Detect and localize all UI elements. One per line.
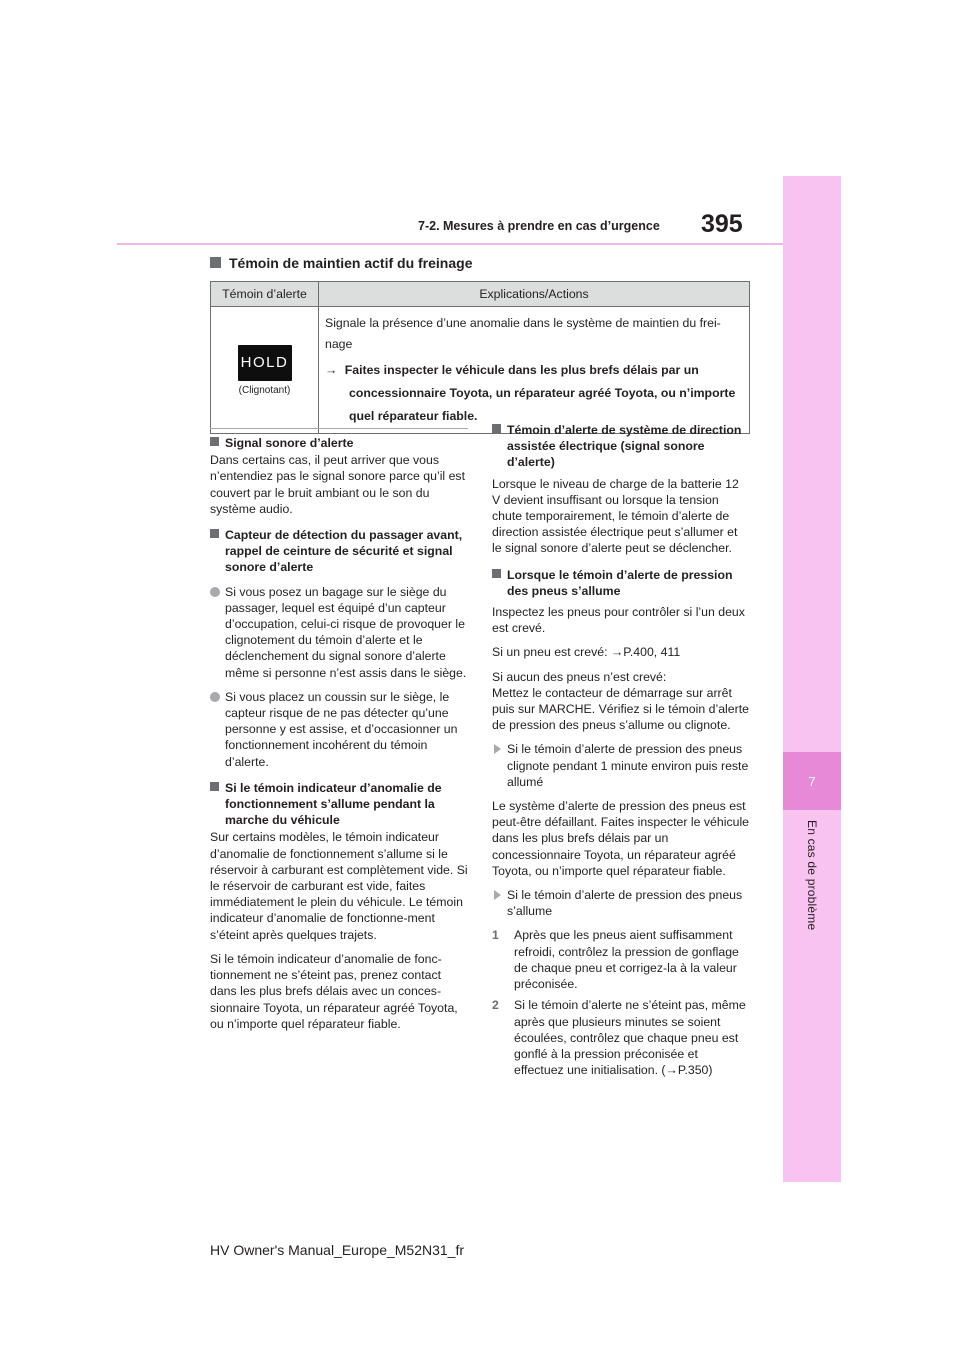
heading-square-icon: [210, 257, 221, 268]
square-bullet-icon: [492, 424, 501, 433]
section-text: Le système d’alerte de pression des pneus est peut-être défaillant. Faites inspecter le véhicule dans les plus brefs délais par un concessionnaire Toyota, un réparateur agréé Toyota, ou n’importe quel réparateur fiable.: [492, 799, 750, 878]
square-bullet-icon: [210, 782, 219, 791]
section-tire-pressure: [492, 567, 750, 1079]
triangle-bullet-icon: [494, 744, 501, 754]
section-title-tire-pressure: Lorsque le témoin d’alerte de pression des pneus s’allume: [492, 567, 750, 599]
warning-table: [210, 281, 750, 434]
condition-item: Si le témoin d’alerte de pression des pneus clignote pendant 1 minute environ puis reste allumé: [492, 741, 750, 790]
triangle-bullet-icon: [494, 890, 501, 900]
step-item: 2 Si le témoin d’alerte ne s’éteint pas, même après que plusieurs minutes se soient écoulées, contrôlez que chaque pneu est gonflé à la pression préconisée et effectuez une initialisation. (→P.350): [492, 998, 746, 1078]
arrow-icon: →: [325, 363, 338, 377]
main-heading: [210, 255, 472, 271]
table-header-explanations: Explications/Actions: [319, 282, 750, 307]
square-bullet-icon: [210, 437, 219, 446]
action-line-3: quel réparateur fiable.: [349, 409, 478, 423]
indicator-cell: [211, 307, 319, 434]
square-bullet-icon: [492, 569, 501, 578]
chapter-side-tab: [783, 176, 841, 1182]
header-rule: [117, 243, 783, 245]
section-power-steering: [492, 422, 750, 557]
page-number: 395: [701, 210, 743, 238]
explanation-line-1: Signale la présence d’une anomalie dans le système de maintien du frei-: [325, 316, 721, 330]
action-line-2: concessionnaire Toyota, un réparateur agréé Toyota, ou n’importe: [349, 386, 736, 400]
section-text: Si un pneu est crevé: →P.400, 411: [492, 645, 681, 660]
circle-bullet-icon: [210, 692, 220, 702]
section-title-malfunction: Si le témoin indicateur d’anomalie de fonctionnement s’allume pendant la marche du véhicule: [210, 780, 468, 829]
chapter-number: 7: [783, 752, 841, 810]
column-divider: [210, 428, 468, 429]
main-heading-text: Témoin de maintien actif du freinage: [229, 255, 473, 271]
icon-caption: (Clignotant): [238, 384, 291, 396]
section-text: Lorsque le niveau de charge de la batterie 12 V devient insuffisant ou lorsque la tension chute temporairement, le témoin d’alerte de direction assistée électrique peut s’allumer et le signal sonore d’alerte peut se déclencher.: [492, 476, 739, 556]
section-malfunction-indicator: [210, 780, 468, 1032]
explanation-cell: [319, 307, 750, 434]
section-passenger-sensor: [210, 527, 468, 770]
footer-manual-id: HV Owner's Manual_Europe_M52N31_fr: [210, 1242, 465, 1258]
list-item: Si vous posez un bagage sur le siège du passager, lequel est équipé d’un capteur d’occupation, celui-ci risque de provoquer le clignotement du témoin d’alerte et le déclenchement du signal sonore d’alerte même si personne n’est assis dans le siège.: [210, 584, 468, 681]
step-number: 2: [492, 998, 499, 1013]
condition-item: Si le témoin d’alerte de pression des pneus s’allume: [492, 887, 750, 919]
square-bullet-icon: [210, 529, 219, 538]
section-text: Si le témoin indicateur d’anomalie de fonc-tionnement ne s’éteint pas, prenez contact dans les plus brefs délais avec un conces-sionnaire Toyota, un réparateur agréé Toyota, ou n’importe quel réparateur fiable.: [210, 951, 458, 1031]
section-title-passenger-sensor: Capteur de détection du passager avant, rappel de ceinture de sécurité et signal sonore d’alerte: [210, 527, 468, 576]
section-title: 7-2. Mesures à prendre en cas d’urgence: [418, 219, 660, 233]
left-column: [210, 435, 468, 1042]
list-item: Si vous placez un coussin sur le siège, le capteur risque de ne pas détecter qu’une personne y est assise, et d’occasionner un fonctionnement incohérent du témoin d’alerte.: [210, 689, 468, 770]
step-item: 1 Après que les pneus aient suffisamment refroidi, contrôlez la pression de gonflage de chaque pneu et corrigez-la à la valeur préconisée.: [492, 928, 739, 992]
explanation-line-2: nage: [325, 337, 353, 351]
section-title-power-steering: Témoin d’alerte de système de direction assistée électrique (signal sonore d’alerte): [492, 422, 750, 471]
right-column: [492, 422, 750, 1088]
section-text: Si aucun des pneus n’est crevé: Mettez le contacteur de démarrage sur arrêt puis sur MARCHE. Vérifiez si le témoin d’alerte de pression des pneus s’allume ou clignote.: [492, 669, 749, 733]
chapter-label: En cas de problème: [805, 820, 819, 931]
step-number: 1: [492, 928, 499, 943]
section-text: Sur certains modèles, le témoin indicateur d’anomalie de fonctionnement s’allume si le réservoir à carburant est complètement vide. Si le réservoir de carburant est vide, faites immédiatement le plein du véhicule. Le témoin indicateur d’anomalie de fonctionne-ment s’éteint après quelques trajets.: [210, 830, 468, 942]
table-header-indicator: Témoin d’alerte: [211, 282, 319, 307]
hold-icon: HOLD: [238, 345, 292, 381]
section-text: Dans certains cas, il peut arriver que vous n’entendiez pas le signal sonore parce qu’il est couvert par le bruit ambiant ou le son du système audio.: [210, 453, 465, 516]
section-text: Inspectez les pneus pour contrôler si l’un deux est crevé.: [492, 605, 745, 636]
action-line-1: → Faites inspecter le véhicule dans les plus brefs délais par un: [325, 363, 699, 377]
section-title-audible-signal: Signal sonore d’alerte: [210, 435, 468, 451]
circle-bullet-icon: [210, 587, 220, 597]
section-audible-signal: [210, 435, 468, 517]
